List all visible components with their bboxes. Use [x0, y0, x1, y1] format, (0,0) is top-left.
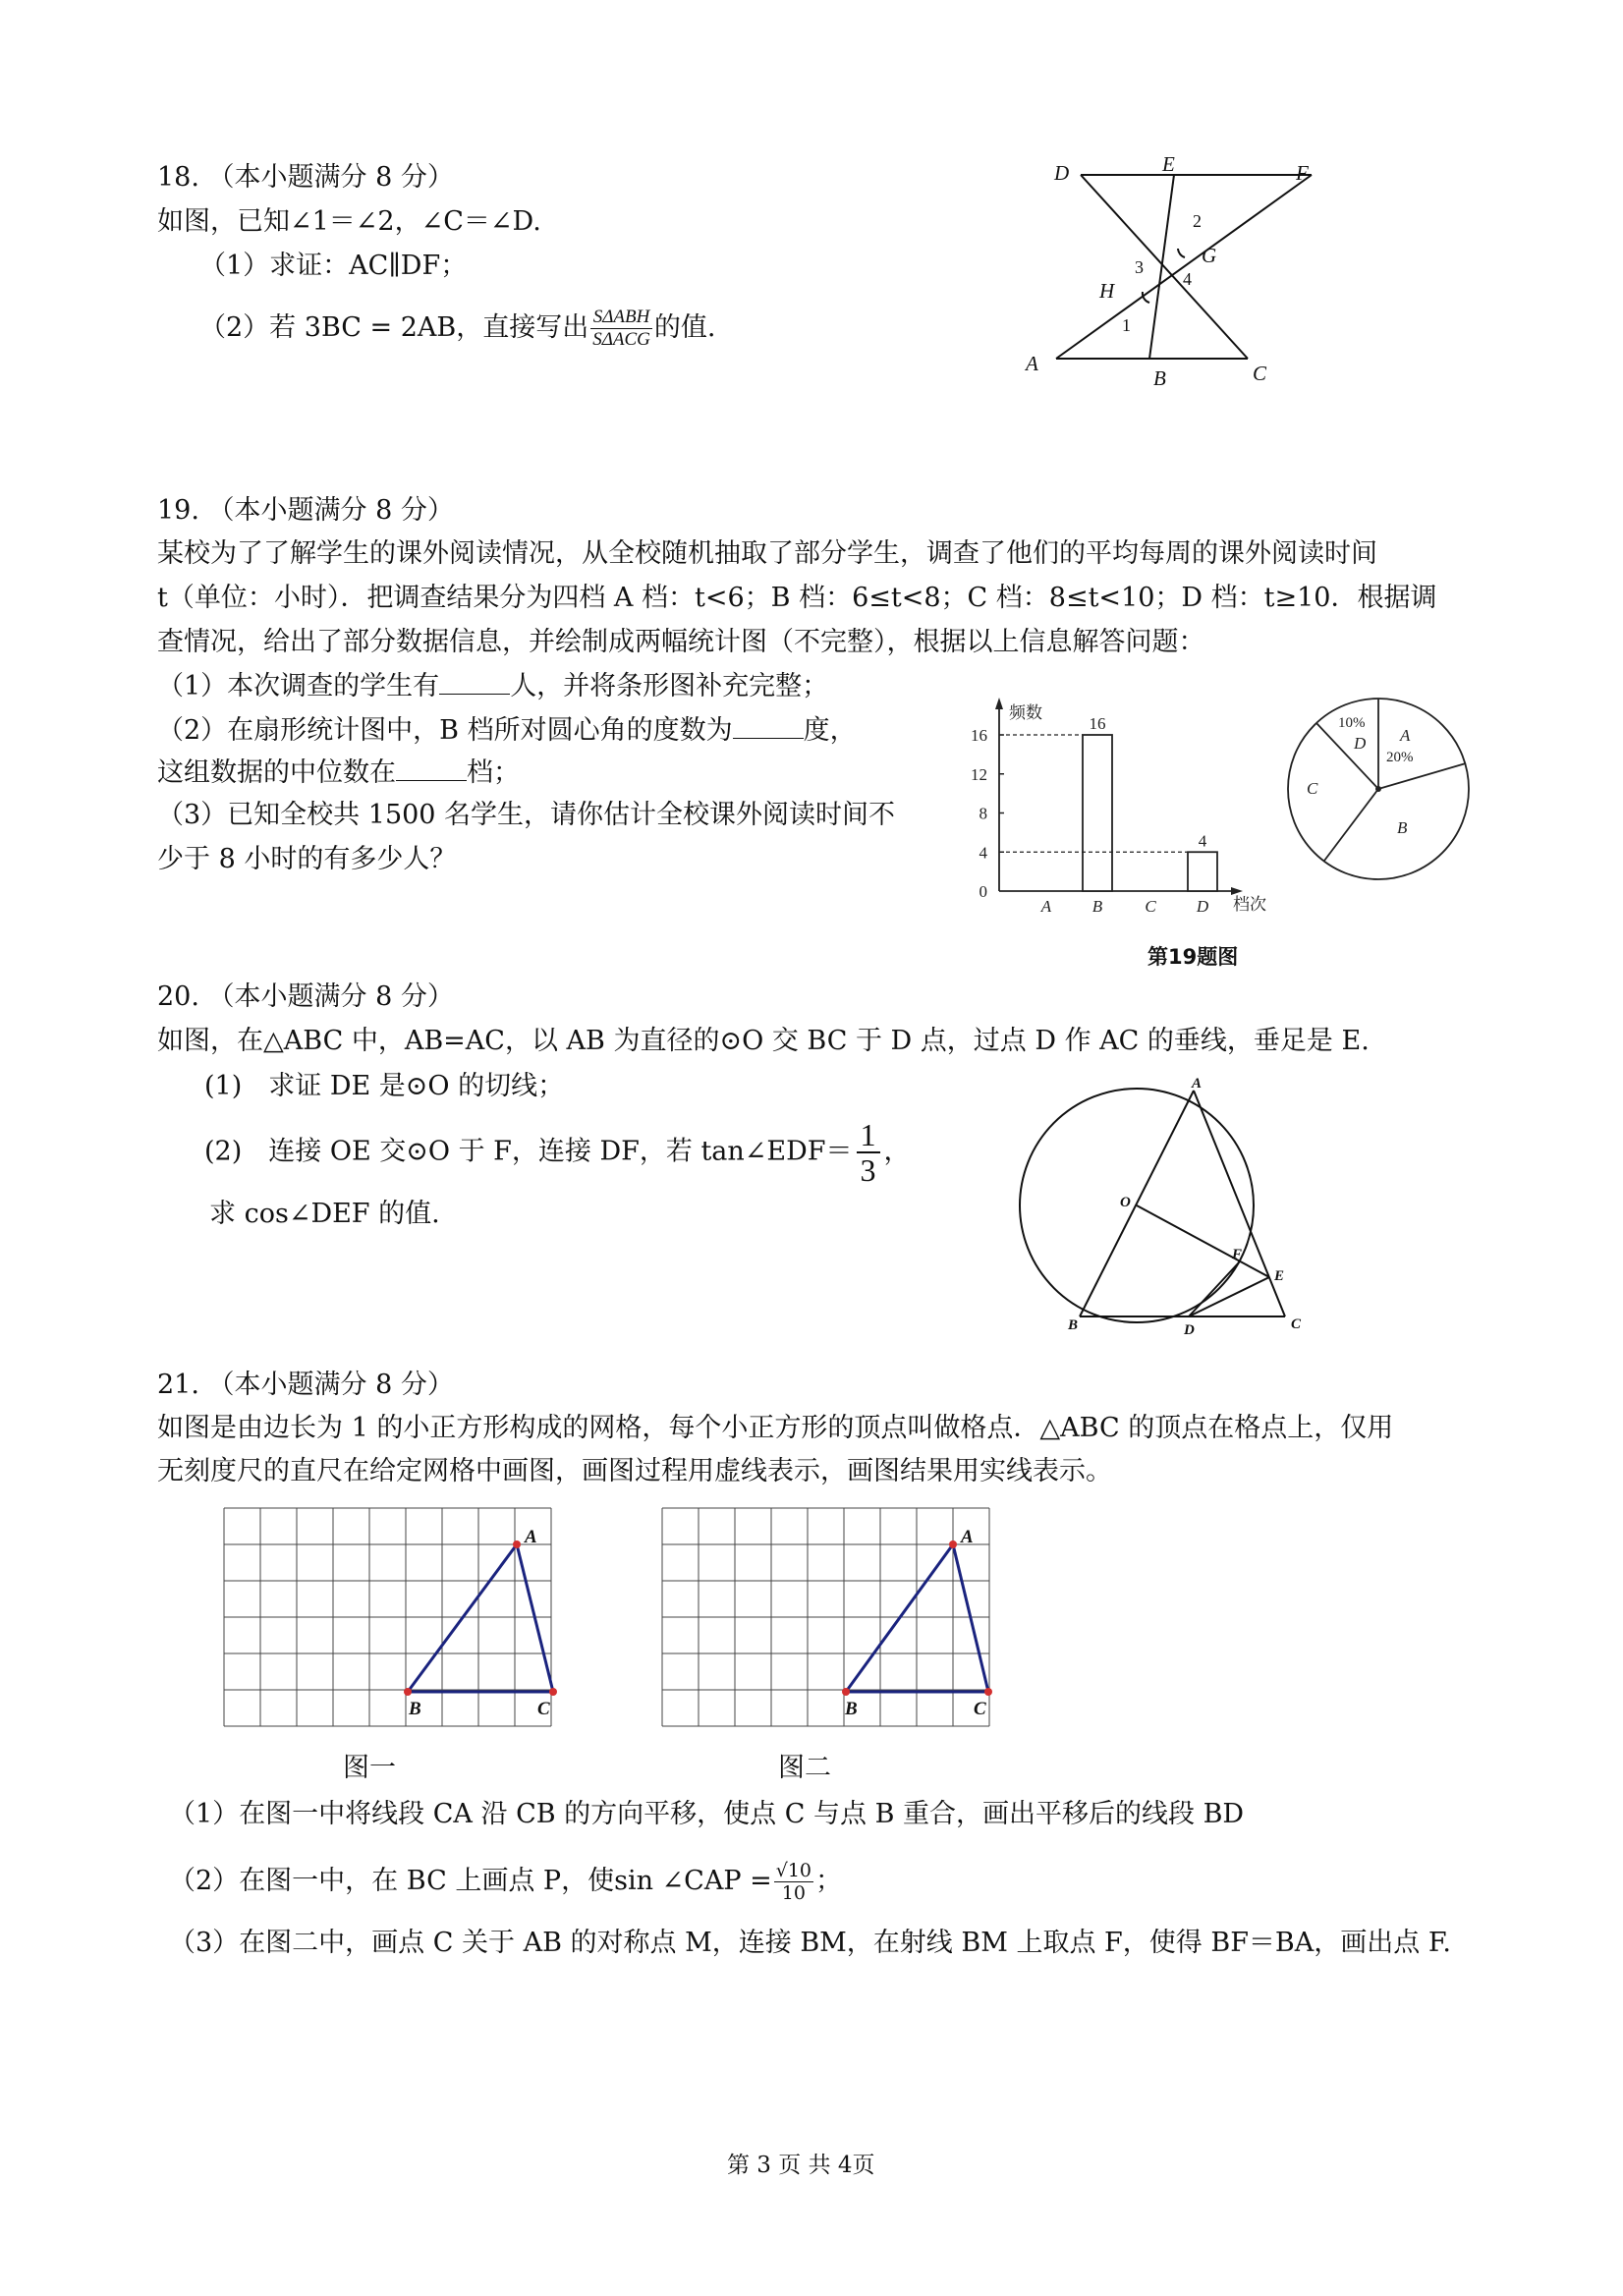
q19-part1-tail: 人，并将条形图补充完整； [510, 671, 829, 701]
q19-blank-median[interactable] [396, 755, 467, 781]
q21-part3: （3）在图二中，画点 C 关于 AB 的对称点 M，连接 BM，在射线 BM 上取点 F，使得 BF＝BA，画出点 F. [169, 1928, 1451, 1958]
q19-bar-chart [948, 688, 1272, 924]
q19-median-tail: 档； [467, 757, 520, 788]
q18-title: 18. （本小题满分 8 分） [157, 162, 454, 193]
q20-label-B: B [1068, 1317, 1079, 1333]
grid2-label-A: A [961, 1527, 974, 1547]
grid2-point-B [842, 1688, 850, 1696]
q18-label-D: D [1054, 161, 1070, 185]
data-label-B: 16 [1089, 714, 1106, 733]
q19-part1 [157, 668, 828, 704]
q18-ratio-denominator: SΔACG [592, 329, 650, 350]
q18-label-A: A [1026, 352, 1038, 375]
pie-divider-bc [1324, 789, 1378, 861]
grid1-point-B [404, 1688, 412, 1696]
q19-title: 19. （本小题满分 8 分） [157, 495, 454, 526]
grid2-label-B: B [845, 1699, 858, 1719]
q18-label-C: C [1253, 362, 1267, 385]
q21-title: 21. （本小题满分 8 分） [157, 1370, 454, 1400]
q21-grid-figure-1 [216, 1503, 580, 1739]
q18-angle-4: 4 [1183, 269, 1192, 289]
q18-intro: 如图，已知∠1＝∠2，∠C＝∠D. [157, 206, 541, 237]
q18-label-E: E [1162, 152, 1175, 176]
grid2-side-AC [953, 1544, 988, 1692]
bar-B [1083, 735, 1112, 891]
pie-center [1375, 786, 1381, 792]
grid1-point-A [513, 1540, 521, 1548]
q19-line3: 查情况，给出了部分数据信息，并绘制成两幅统计图（不完整），根据以上信息解答问题： [157, 627, 1205, 657]
q19-line1: 某校为了了解学生的课外阅读情况，从全校随机抽取了部分学生，调查了他们的平均每周的课外阅读时间 [157, 538, 1377, 569]
q20-tan-numerator: 1 [857, 1118, 880, 1153]
q20-tan-fraction [857, 1118, 880, 1187]
q18-part1: （1）求证：AC∥DF； [199, 251, 468, 281]
q19-median-text: 这组数据的中位数在 [157, 757, 396, 788]
bar-chart-y-arrow [995, 698, 1003, 709]
q21-figure2-caption: 图二 [778, 1753, 831, 1783]
x-tick-label-C: C [1145, 897, 1156, 916]
bar-D [1188, 852, 1217, 891]
q18-label-G: G [1202, 244, 1217, 267]
q19-part2-text: （2）在扇形统计图中，B 档所对圆心角的度数为 [157, 715, 733, 746]
q20-line-AD [1189, 1091, 1194, 1316]
q19-part2 [157, 712, 857, 749]
q21-sin-denominator: 10 [781, 1882, 806, 1904]
q21-grid-figure-2 [654, 1503, 1018, 1739]
data-label-D: 4 [1198, 831, 1207, 851]
q20-label-O: O [1120, 1195, 1131, 1210]
q21-part2 [169, 1860, 842, 1904]
grid2-side-AB [846, 1544, 953, 1692]
grid1-point-C [549, 1688, 557, 1696]
q18-label-B: B [1153, 366, 1166, 390]
q21-sin-numerator: √10 [775, 1860, 812, 1881]
q18-part2-tail: 的值. [653, 312, 716, 343]
pie-divider-cd [1316, 723, 1378, 789]
q18-ratio-fraction [590, 307, 652, 351]
grid2-label-C: C [974, 1699, 986, 1719]
q20-line-AB [1080, 1091, 1194, 1316]
q18-figure [1012, 147, 1346, 393]
q18-angle-2: 2 [1193, 211, 1202, 231]
q18-part2 [199, 307, 716, 351]
q21-line1: 如图是由边长为 1 的小正方形构成的网格，每个小正方形的顶点叫做格点．△ABC 的顶点在格点上，仅用 [157, 1413, 1394, 1443]
q18-angle-3: 3 [1135, 257, 1144, 277]
q20-part2 [204, 1118, 911, 1187]
q20-intro: 如图，在△ABC 中，AB=AC，以 AB 为直径的⊙O 交 BC 于 D 点，过点 D 作 AC 的垂线，垂足是 E. [157, 1026, 1370, 1056]
pie-label-A: A [1400, 726, 1411, 745]
q19-part1-text: （1）本次调查的学生有 [157, 671, 440, 701]
q20-label-D: D [1184, 1322, 1195, 1338]
pie-label-B: B [1397, 818, 1408, 837]
q20-line-AC [1194, 1091, 1285, 1316]
q19-blank-angle[interactable] [733, 712, 804, 739]
q18-arc-2 [1178, 249, 1185, 257]
grid-lines-1 [224, 1508, 551, 1726]
pie-label-C: C [1307, 779, 1318, 798]
q20-label-E: E [1274, 1268, 1285, 1284]
q20-line-DF [1189, 1261, 1240, 1316]
pie-pct-A: 20% [1386, 750, 1414, 765]
q19-figure-caption: 第19题图 [1147, 945, 1239, 969]
q18-label-H: H [1099, 279, 1115, 303]
bar-chart-x-arrow [1231, 887, 1243, 895]
q19-blank-count[interactable] [439, 668, 510, 695]
q19-part3-line2: 少于 8 小时的有多少人？ [157, 844, 457, 874]
q21-line2: 无刻度尺的直尺在给定网格中画图，画图过程用虚线表示，画图结果用实线表示。 [157, 1456, 1112, 1486]
q19-part3: （3）已知全校共 1500 名学生，请你估计全校课外阅读时间不 [157, 800, 896, 830]
q21-part2-tail: ； [815, 1866, 843, 1896]
q21-part1: （1）在图一中将线段 CA 沿 CB 的方向平移，使点 C 与点 B 重合，画出平移后的线段 BD [169, 1799, 1245, 1829]
q20-title: 20. （本小题满分 8 分） [157, 981, 454, 1012]
q21-figure1-caption: 图一 [343, 1753, 396, 1783]
grid-lines-2 [662, 1508, 989, 1726]
grid2-point-C [984, 1688, 992, 1696]
page-footer: 第 3 页 共 4页 [727, 2153, 875, 2178]
q20-label-F: F [1232, 1247, 1243, 1262]
q20-figure [1012, 1076, 1326, 1341]
y-tick-label: 16 [971, 726, 987, 745]
q18-line-DC [1081, 175, 1248, 359]
q19-part2-line2 [157, 755, 520, 791]
grid1-label-B: B [409, 1699, 421, 1719]
q20-part2-text: (2) 连接 OE 交⊙O 于 F，连接 DF，若 tan∠EDF＝ [204, 1136, 853, 1167]
q18-ratio-numerator: SΔABH [590, 307, 652, 329]
pie-pct-D: 10% [1338, 715, 1366, 731]
q21-part2-text: （2）在图一中，在 BC 上画点 P，使sin ∠CAP = [169, 1866, 772, 1896]
q18-line-EB [1149, 175, 1174, 359]
q19-part2-tail: 度， [803, 715, 857, 746]
bar-chart-xlabel: 档次 [1233, 895, 1266, 914]
y-tick-label: 12 [971, 764, 987, 784]
x-tick-label-A: A [1040, 897, 1052, 916]
q20-tan-denominator: 3 [860, 1152, 876, 1188]
grid2-point-A [949, 1540, 957, 1548]
q20-label-C: C [1291, 1316, 1302, 1332]
grid1-side-AB [408, 1544, 517, 1692]
y-tick-label: 4 [979, 843, 987, 863]
q20-line-DE [1189, 1277, 1269, 1316]
bar-chart-ylabel: 频数 [1009, 703, 1042, 722]
q20-part3: 求 cos∠DEF 的值. [209, 1199, 440, 1229]
x-tick-label-D: D [1196, 897, 1209, 916]
q18-angle-1: 1 [1122, 315, 1131, 335]
q19-line2: t（单位：小时）．把调查结果分为四档 A 档：t<6；B 档：6≤t<8；C 档：8≤t<10；D 档：t≥10．根据调 [157, 583, 1437, 613]
grid1-label-C: C [537, 1699, 550, 1719]
y-tick-label: 0 [979, 882, 987, 901]
pie-label-D: D [1354, 734, 1367, 753]
q20-line-OE [1137, 1205, 1269, 1277]
q18-label-F: F [1296, 161, 1309, 185]
q18-part2-text: （2）若 3BC = 2AB，直接写出 [199, 312, 589, 343]
grid1-label-A: A [525, 1527, 537, 1547]
pie-divider-ab [1378, 763, 1466, 789]
q18-line-AF [1056, 175, 1312, 359]
q19-pie-chart [1277, 688, 1483, 894]
grid1-side-AC [517, 1544, 553, 1692]
x-tick-label-B: B [1091, 897, 1103, 916]
q21-sin-fraction [774, 1860, 813, 1904]
q20-part2-tail: ， [883, 1136, 911, 1167]
q20-part1: (1) 求证 DE 是⊙O 的切线； [204, 1071, 565, 1101]
y-tick-label: 8 [979, 804, 987, 823]
q20-label-A: A [1192, 1076, 1203, 1092]
